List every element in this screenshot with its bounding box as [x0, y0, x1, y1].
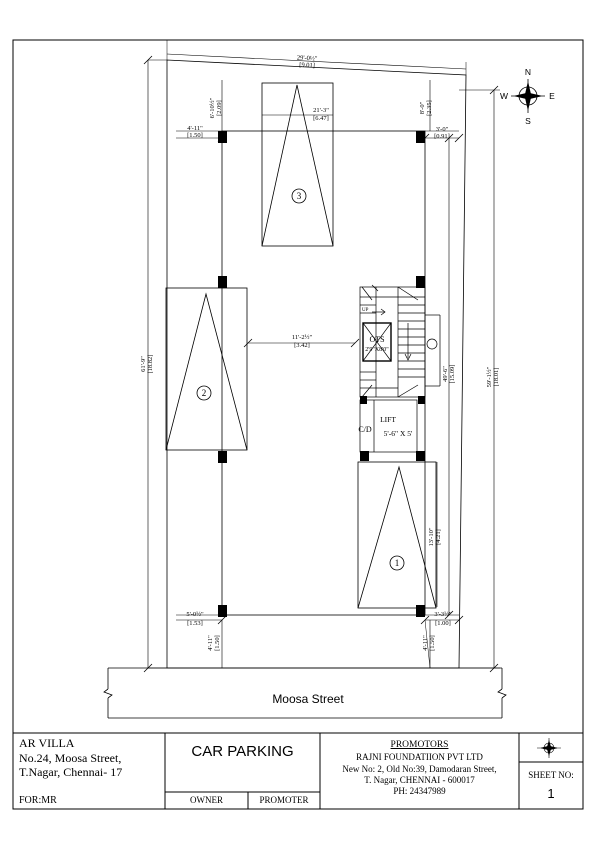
dim-bottom-left-m: [1.53] — [187, 620, 203, 627]
dim-car1-length: 13'-10" — [428, 527, 435, 547]
car-number-3: 3 — [296, 191, 302, 201]
column — [218, 131, 227, 143]
compass-north: N — [524, 67, 532, 77]
dim-bottom-left: 5'-0½" — [186, 611, 204, 618]
project-address-2: T.Nagar, Chennai- 17 — [19, 765, 123, 779]
car-number-2: 2 — [201, 388, 207, 398]
dim-top-right: 8'-0" — [419, 101, 426, 115]
title-compass-icon — [537, 738, 561, 758]
column — [218, 276, 227, 288]
dim-front-left: 4'-11" — [207, 635, 214, 651]
cd-label: C/D — [358, 425, 372, 434]
dim-car3-width: 21'-3" — [313, 107, 329, 114]
columns — [218, 131, 425, 617]
car-1 — [358, 462, 436, 608]
owner-label: OWNER — [190, 795, 223, 805]
sheet-title: CAR PARKING — [191, 743, 294, 760]
section-mark-circle — [427, 339, 437, 349]
car-number-1: 1 — [394, 558, 400, 568]
compass-icon — [511, 79, 545, 113]
dim-top-right-m: [2.35] — [426, 100, 433, 116]
dim-car1-length-m: [4.21] — [435, 529, 442, 545]
column — [416, 131, 425, 143]
dim-left-setback-m: [1.50] — [187, 132, 203, 139]
dim-left-length: 61'-9" — [140, 356, 147, 372]
project-address-1: No.24, Moosa Street, — [19, 751, 122, 765]
column — [218, 605, 227, 617]
dim-mid-gap: 11'-2½" — [291, 334, 313, 341]
dimension-lines — [148, 54, 494, 668]
promotors-heading: PROMOTORS — [390, 740, 449, 750]
dim-inner-length: 49'-6" — [442, 366, 449, 382]
dim-front-left-m: [1.50] — [214, 635, 221, 651]
dim-right-setback: 3'-0" — [435, 126, 449, 133]
dim-top-width-m: [9.01] — [299, 61, 316, 70]
ots-label: OTS — [369, 335, 385, 344]
dim-right-length: 59'-1½" — [486, 366, 493, 388]
dim-car3-width-m: [6.47] — [313, 115, 329, 122]
lift-label: LIFT — [380, 415, 396, 424]
dim-top-left: 6'-10½" — [209, 97, 216, 119]
dim-front-right-m: [1.50] — [429, 635, 436, 651]
ots-size: 2'9"X8'0" — [365, 347, 389, 353]
company-name: RAJNI FOUNDATIION PVT LTD — [356, 752, 483, 762]
dim-bottom-right: 3'-3½" — [434, 611, 452, 618]
company-phone: PH: 24347989 — [393, 786, 446, 796]
company-address-2: T. Nagar, CHENNAI - 600017 — [364, 775, 475, 785]
dim-top-left-m: [2.09] — [216, 100, 223, 116]
column — [360, 451, 369, 461]
company-address-1: New No: 2, Old No:39, Damodaran Street, — [342, 764, 497, 774]
sheet-no-label: SHEET NO: — [528, 770, 574, 780]
for-label: FOR:MR — [19, 795, 57, 806]
column — [218, 451, 227, 463]
project-name: AR VILLA — [19, 736, 75, 750]
dimension-ticks — [144, 56, 498, 672]
sheet-no-value: 1 — [547, 786, 555, 801]
plot-outline — [167, 60, 466, 668]
dim-right-length-m: [18.01] — [493, 367, 500, 387]
dim-front-right: 4'-11" — [422, 635, 429, 651]
stair-up-label: UP — [362, 308, 369, 313]
car-2 — [166, 288, 247, 450]
column — [416, 605, 425, 617]
column — [416, 276, 425, 288]
compass-south: S — [525, 116, 531, 126]
promoter-label: PROMOTER — [259, 795, 309, 805]
dim-right-setback-m: [0.91] — [434, 133, 450, 140]
compass-east: E — [549, 91, 555, 101]
compass-west: W — [499, 91, 509, 101]
dim-top-width: 29'-0½" — [296, 54, 318, 63]
dim-left-setback: 4'-11" — [187, 125, 203, 132]
dim-bottom-right-m: [1.00] — [435, 620, 451, 627]
dim-mid-gap-m: [3.42] — [294, 342, 310, 349]
lift-size: 5'-6" X 5' — [383, 429, 413, 438]
street-label: Moosa Street — [272, 692, 344, 706]
dim-inner-length-m: [15.09] — [449, 364, 456, 384]
column — [416, 451, 425, 461]
dim-left-length-m: [18.82] — [147, 354, 154, 374]
